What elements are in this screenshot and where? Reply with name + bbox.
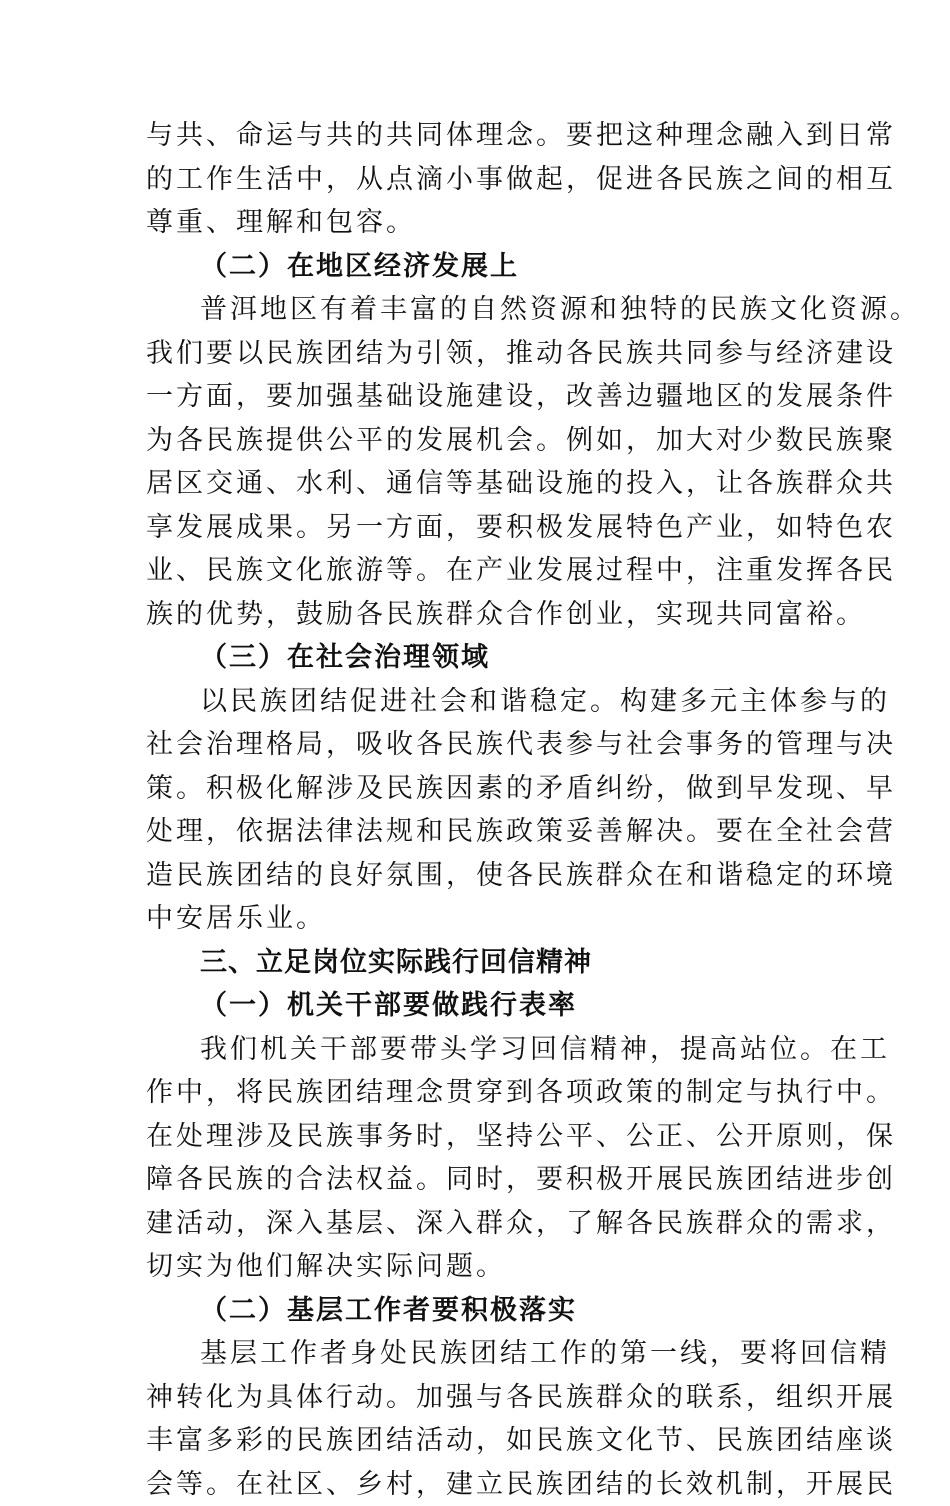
paragraph-line: 处理，依据法律法规和民族政策妥善解决。要在全社会营 bbox=[146, 810, 808, 854]
subheading-cadres-example: （一）机关干部要做践行表率 bbox=[146, 984, 808, 1028]
paragraph-line: 居区交通、水利、通信等基础设施的投入，让各族群众共 bbox=[146, 462, 808, 506]
subheading-economic-development: （二）在地区经济发展上 bbox=[146, 245, 808, 289]
paragraph-line: 障各民族的合法权益。同时，要积极开展民族团结进步创 bbox=[146, 1158, 808, 1202]
paragraph-line: 一方面，要加强基础设施建设，改善边疆地区的发展条件 bbox=[146, 375, 808, 419]
paragraph-line: 中安居乐业。 bbox=[146, 897, 808, 941]
paragraph-first-line: 以民族团结促进社会和谐稳定。构建多元主体参与的 bbox=[146, 680, 808, 724]
paragraph-line: 尊重、理解和包容。 bbox=[146, 201, 808, 245]
paragraph-line: 业、民族文化旅游等。在产业发展过程中，注重发挥各民 bbox=[146, 549, 808, 593]
paragraph-line: 族的优势，鼓励各民族群众合作创业，实现共同富裕。 bbox=[146, 593, 808, 637]
paragraph-line: 建活动，深入基层、深入群众，了解各民族群众的需求， bbox=[146, 1202, 808, 1246]
paragraph-line: 我们要以民族团结为引领，推动各民族共同参与经济建设 bbox=[146, 332, 808, 376]
subheading-grassroots-workers: （二）基层工作者要积极落实 bbox=[146, 1289, 808, 1333]
paragraph-line: 切实为他们解决实际问题。 bbox=[146, 1245, 808, 1289]
paragraph-first-line: 基层工作者身处民族团结工作的第一线，要将回信精 bbox=[146, 1332, 808, 1376]
paragraph-line: 作中，将民族团结理念贯穿到各项政策的制定与执行中。 bbox=[146, 1071, 808, 1115]
paragraph-first-line: 我们机关干部要带头学习回信精神，提高站位。在工 bbox=[146, 1028, 808, 1072]
paragraph-line: 会等。在社区、乡村，建立民族团结的长效机制，开展民 bbox=[146, 1463, 808, 1506]
document-body bbox=[146, 114, 808, 1506]
paragraph-line: 策。积极化解涉及民族因素的矛盾纠纷，做到早发现、早 bbox=[146, 767, 808, 811]
section-heading-three: 三、立足岗位实际践行回信精神 bbox=[146, 941, 808, 985]
paragraph-line: 的工作生活中，从点滴小事做起，促进各民族之间的相互 bbox=[146, 158, 808, 202]
paragraph-line: 为各民族提供公平的发展机会。例如，加大对少数民族聚 bbox=[146, 419, 808, 463]
paragraph-line: 造民族团结的良好氛围，使各民族群众在和谐稳定的环境 bbox=[146, 854, 808, 898]
paragraph-line: 与共、命运与共的共同体理念。要把这种理念融入到日常 bbox=[146, 114, 808, 158]
paragraph-line: 社会治理格局，吸收各民族代表参与社会事务的管理与决 bbox=[146, 723, 808, 767]
paragraph-first-line: 普洱地区有着丰富的自然资源和独特的民族文化资源。 bbox=[146, 288, 808, 332]
paragraph-line: 在处理涉及民族事务时，坚持公平、公正、公开原则，保 bbox=[146, 1115, 808, 1159]
paragraph-line: 享发展成果。另一方面，要积极发展特色产业，如特色农 bbox=[146, 506, 808, 550]
paragraph-line: 神转化为具体行动。加强与各民族群众的联系，组织开展 bbox=[146, 1376, 808, 1420]
subheading-social-governance: （三）在社会治理领域 bbox=[146, 636, 808, 680]
paragraph-line: 丰富多彩的民族团结活动，如民族文化节、民族团结座谈 bbox=[146, 1419, 808, 1463]
